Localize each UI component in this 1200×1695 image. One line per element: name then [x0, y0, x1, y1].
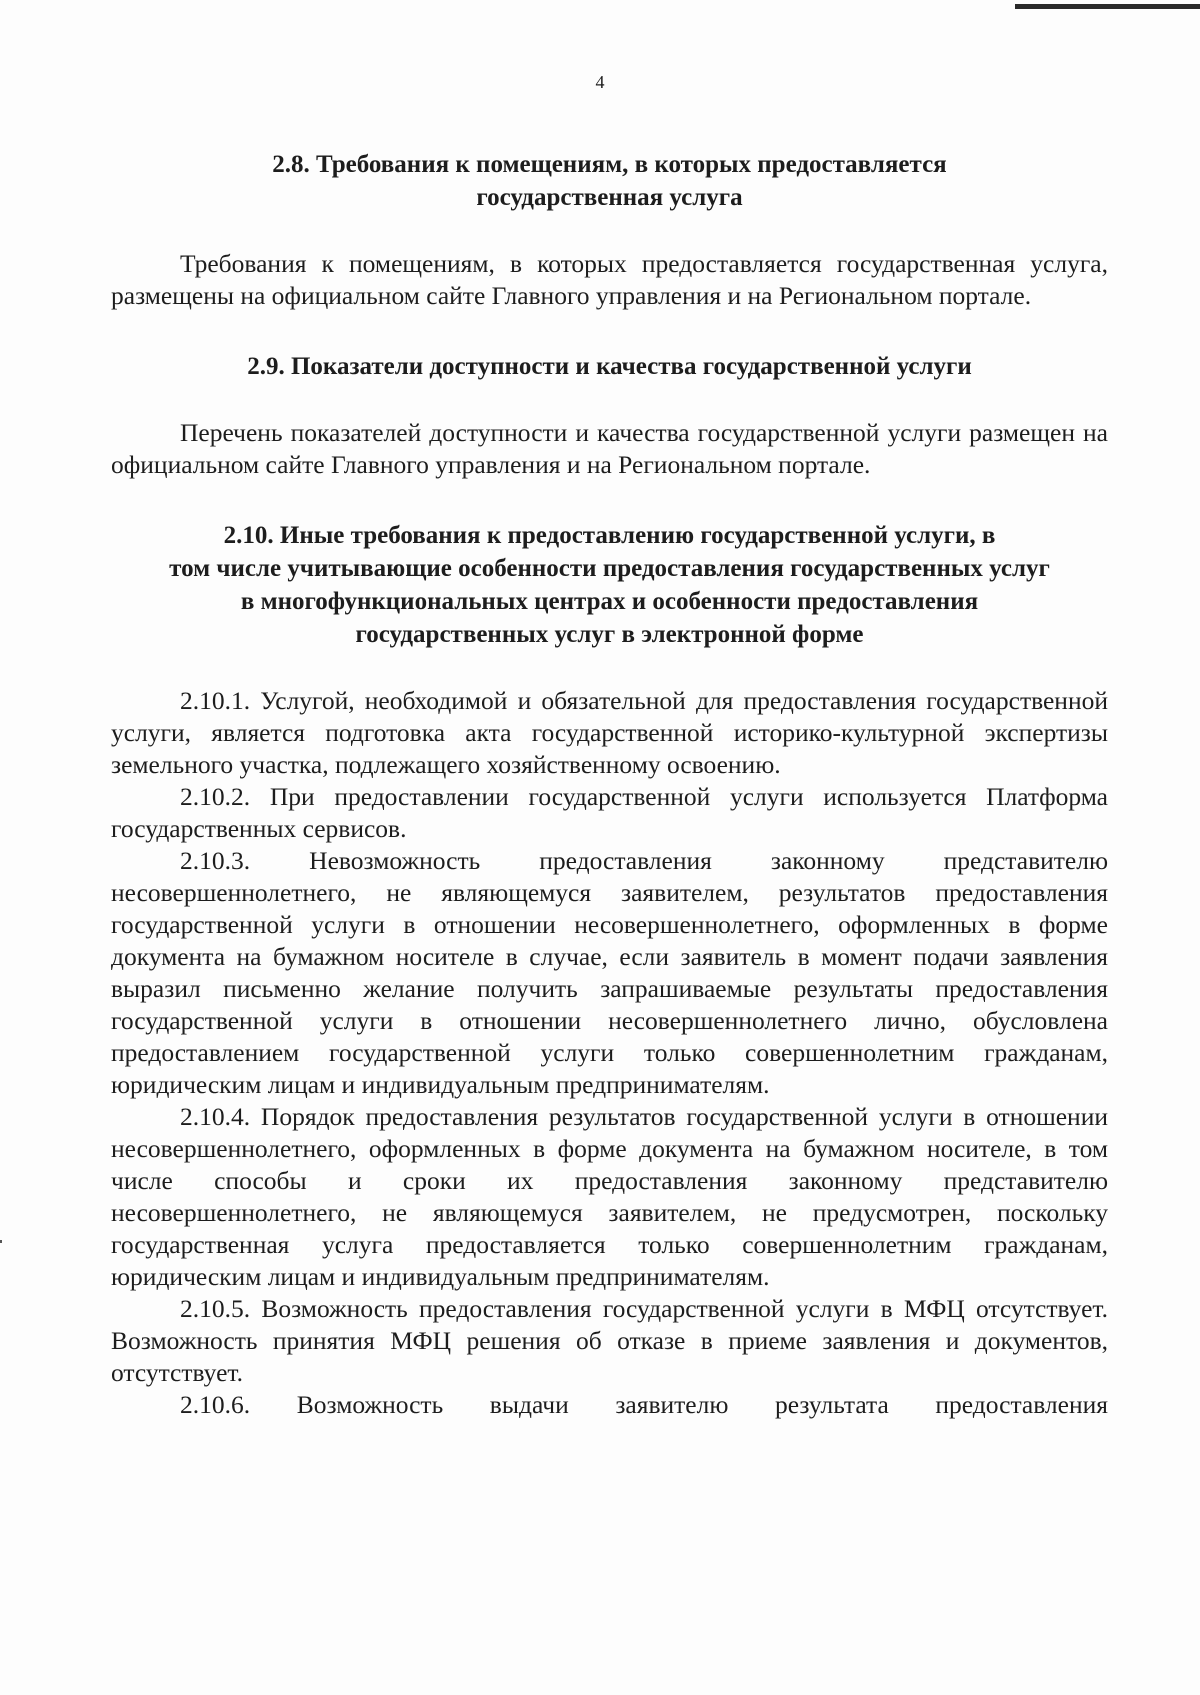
section-heading-2-10: [111, 519, 1108, 651]
paragraph: Требования к помещениям, в которых предоставляется государственная услуга, размещены на официальном сайте Главного управления и на Региональном портале.: [111, 249, 1108, 310]
paragraph-2-10-2: 2.10.2. При предоставлении государственной услуги используется Платформа государственных сервисов.: [111, 782, 1108, 843]
paragraph-2-10-3: 2.10.3. Невозможность предоставления законному представителю несовершеннолетнего, не являющемуся заявителем, результатов предоставления государственной услуги в отношении несовершеннолетнего, оформленных в форме документа на бумажном носителе в случае, если заявитель в момент подачи заявления выразил письменно желание получить запрашиваемые результаты предоставления государственной услуги в отношении несовершеннолетнего лично, обусловлена предоставлением государственной услуги только совершеннолетним гражданам, юридическим лицам и индивидуальным предпринимателям.: [111, 846, 1108, 1099]
heading-line: 2.8. Требования к помещениям, в которых предоставляется: [272, 151, 947, 178]
heading-line: в многофункциональных центрах и особенности предоставления: [240, 588, 979, 615]
heading-line: 2.9. Показатели доступности и качества государственной услуги: [247, 353, 972, 380]
heading-line: 2.10. Иные требования к предоставлению государственной услуги, в: [223, 522, 996, 549]
heading-line: государственных услуг в электронной форме: [355, 621, 864, 648]
page-number: 4: [595, 72, 605, 92]
paragraph-2-10-6: 2.10.6. Возможность выдачи заявителю результата предоставления: [180, 1390, 1108, 1419]
section-heading-2-9: [111, 350, 1108, 383]
document-body: [111, 148, 1108, 1421]
paragraph-2-10-5: 2.10.5. Возможность предоставления государственной услуги в МФЦ отсутствует. Возможность принятия МФЦ решения об отказе в приеме заявления и документов, отсутствует.: [111, 1294, 1108, 1387]
heading-line: том числе учитывающие особенности предоставления государственных услуг: [169, 555, 1050, 582]
paragraph-2-10-4: 2.10.4. Порядок предоставления результатов государственной услуги в отношении несовершеннолетнего, оформленных в форме документа на бумажном носителе, в том числе способы и сроки их предоставления законному представителю несовершеннолетнего, не являющемуся заявителем, не предусмотрен, поскольку государственная услуга предоставляется только совершеннолетним гражданам, юридическим лицам и индивидуальным предпринимателям.: [111, 1102, 1108, 1291]
scan-artifact-mark: [0, 1240, 2, 1243]
paragraph: Перечень показателей доступности и качества государственной услуги размещен на официальном сайте Главного управления и на Региональном портале.: [111, 418, 1108, 479]
section-heading-2-8: [111, 148, 1108, 214]
scan-artifact-rule: [1015, 4, 1200, 9]
heading-line: государственная услуга: [476, 184, 743, 211]
paragraph-2-10-1: 2.10.1. Услугой, необходимой и обязательной для предоставления государственной услуги, является подготовка акта государственной историко-культурной экспертизы земельного участка, подлежащего хозяйственному освоению.: [111, 686, 1108, 779]
